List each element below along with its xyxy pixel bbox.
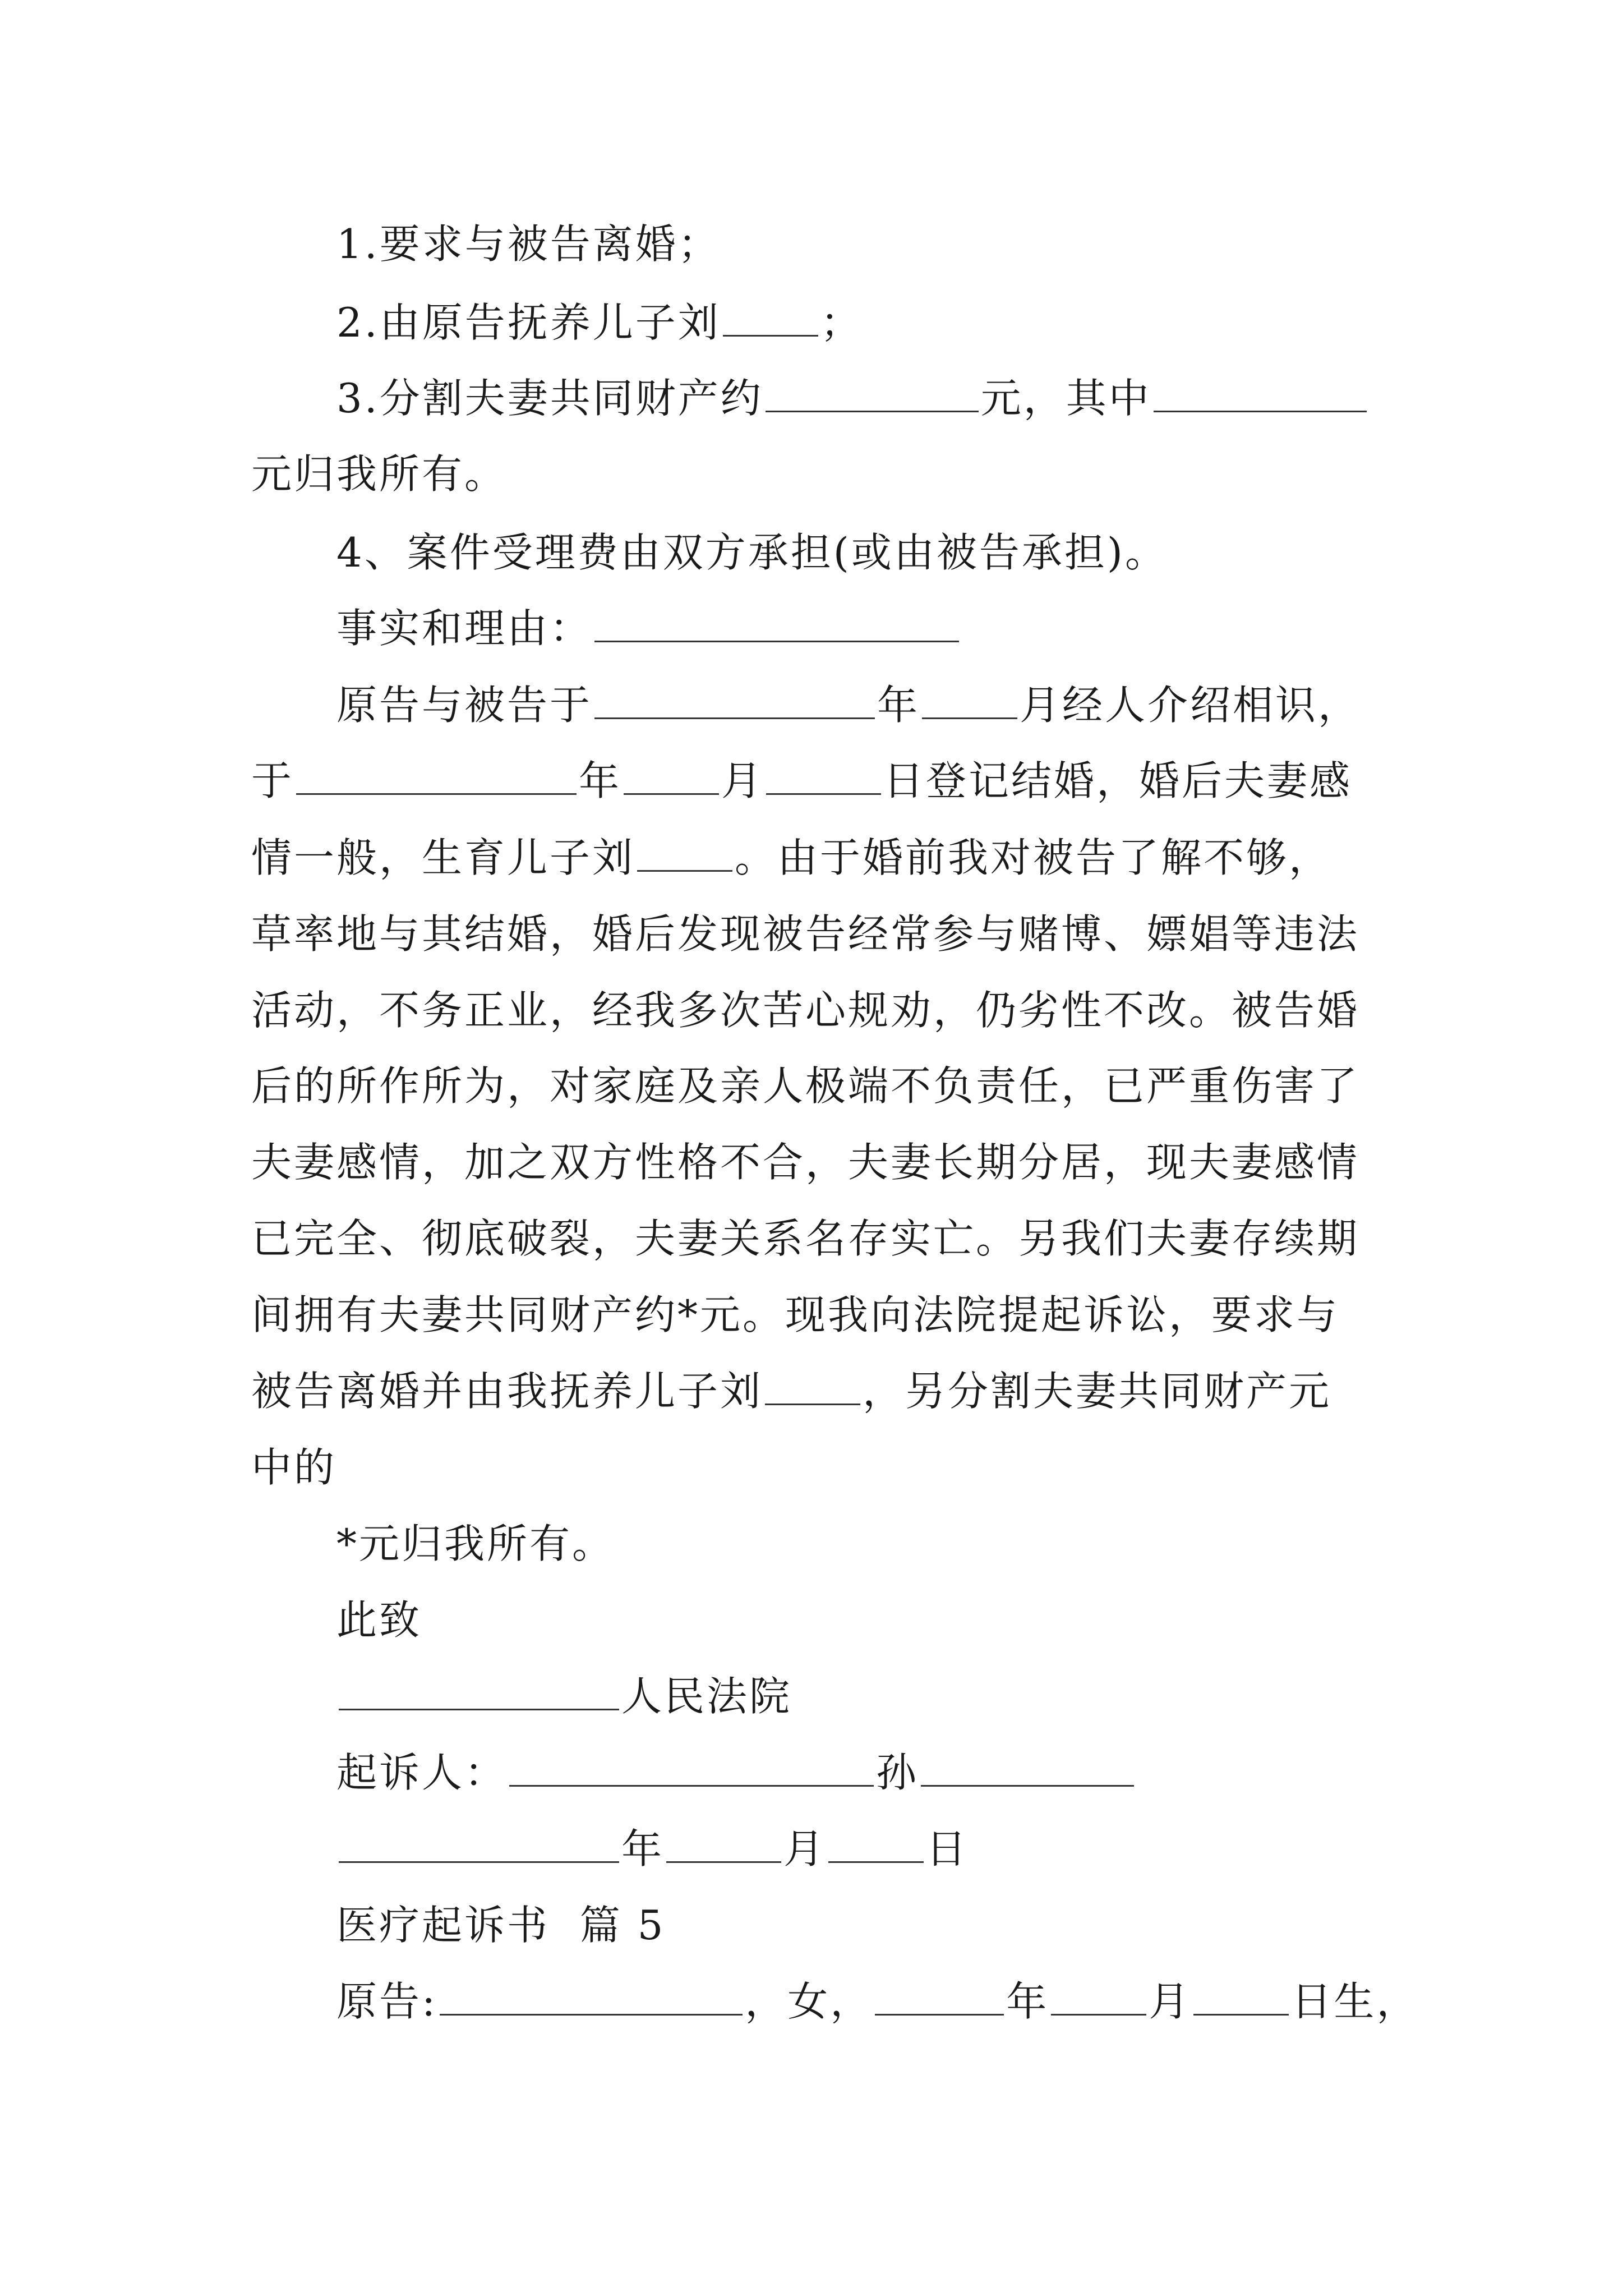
blank-field [296,758,577,795]
para-line-3: 情一般，生育儿子刘 。由于婚前我对被告了解不够， [251,834,1332,881]
blank-field [922,683,1017,719]
para-line-1: 原告与被告于 年 月经人介绍相识， [336,682,1361,729]
blank-field [624,758,719,795]
para-line-10: 被告离婚并由我抚养儿子刘 ，另分割夫妻共同财产元 [251,1368,1332,1415]
blank-field [875,1979,1004,2016]
request-item-1: 1.要求与被告离婚； [336,220,721,268]
para-line-5: 活动，不务正业，经我多次苦心规劝，仍劣性不改。被告婚 [251,987,1360,1034]
blank-field [1051,1979,1146,2016]
blank-field [828,1826,924,1863]
request-item-3: 3.分割夫妻共同财产约 元，其中 [336,373,1481,424]
blank-field [765,1369,860,1405]
para-line-2: 于 年 月 日登记结婚，婚后夫妻感 [251,757,1353,804]
section-title: 医疗起诉书 篇 5 [336,1902,666,1949]
closing-court: 人民法院 [336,1671,1481,1722]
blank-field [509,1750,874,1787]
blank-field [594,606,959,642]
blank-field [440,1979,743,2016]
blank-field [723,300,818,337]
para-line-12: *元归我所有。 [336,1520,615,1567]
para-line-8: 已完全、彻底破裂，夫妻关系名存实亡。另我们夫妻存续期 [251,1215,1360,1262]
blank-field [594,683,875,719]
blank-field [766,758,881,795]
para-line-9: 间拥有夫妻共同财产约*元。现我向法院提起诉讼，要求与 [251,1291,1340,1338]
blank-field [766,376,979,412]
blank-field [339,1826,619,1863]
request-item-2: 2.由原告抚养儿子刘 ； [336,299,863,346]
closing-plaintiff: 起诉人： 孙 [336,1747,1481,1798]
blank-field [921,1750,1134,1787]
para-line-11: 中的 [251,1444,337,1491]
blank-field [1154,376,1367,412]
para-line-7: 夫妻感情，加之双方性格不合，夫妻长期分居，现夫妻感情 [251,1139,1360,1186]
closing-date: 年 月 日 [336,1824,1481,1874]
plaintiff-line: 原告: ，女， 年 月 日生， [336,1978,1419,2025]
facts-label: 事实和理由： [336,603,1481,654]
blank-field [637,835,732,872]
request-item-4: 4、案件受理费由双方承担(或由被告承担)。 [336,529,1168,576]
blank-field [666,1826,781,1863]
blank-field [1193,1979,1289,2016]
para-line-4: 草率地与其结婚，婚后发现被告经常参与赌博、嫖娼等违法 [251,910,1360,958]
request-item-3-cont: 元归我所有。 [251,450,508,498]
closing-cizhi: 此致 [336,1596,422,1644]
blank-field [339,1674,619,1710]
para-line-6: 后的所作所为，对家庭及亲人极端不负责任，已严重伤害了 [251,1062,1360,1110]
